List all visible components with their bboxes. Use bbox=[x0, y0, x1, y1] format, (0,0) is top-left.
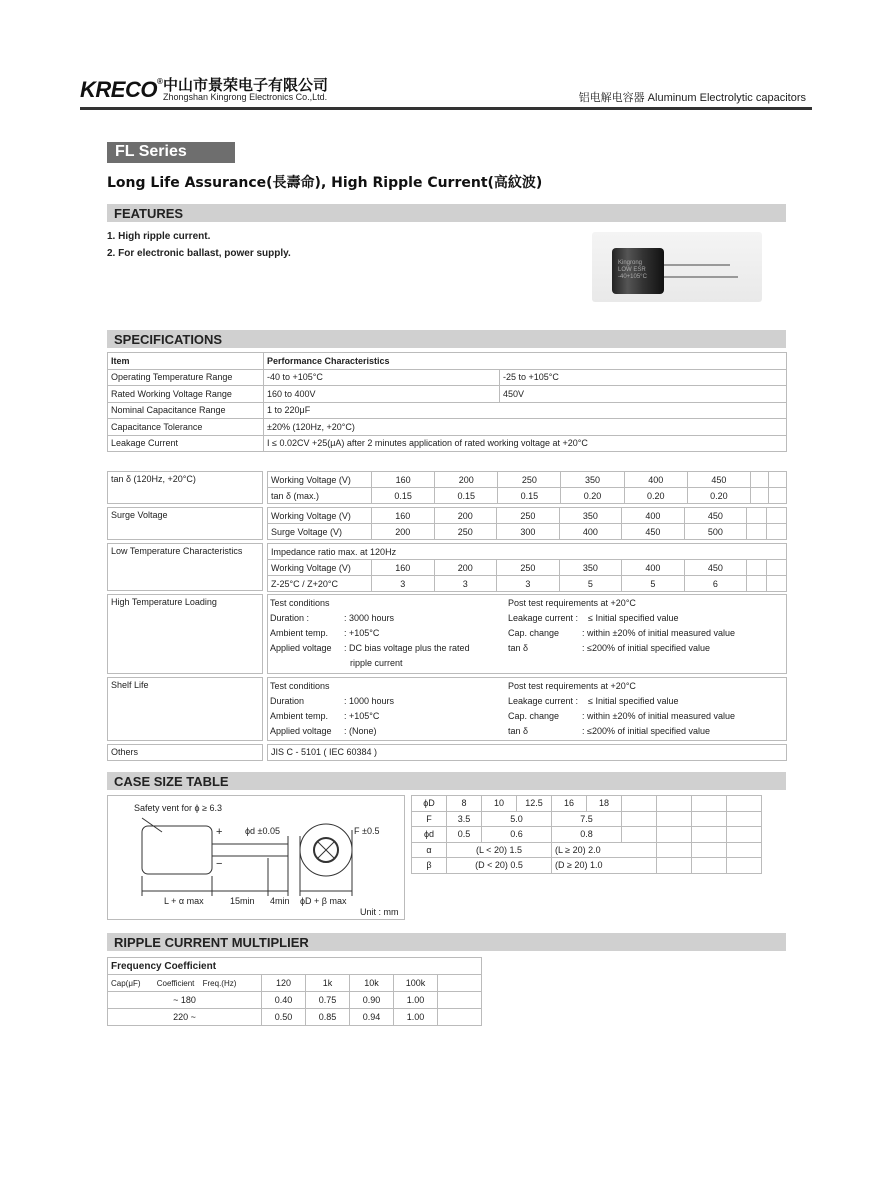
pitch-label: F ±0.5 bbox=[354, 826, 380, 836]
capacitor-photo bbox=[592, 232, 762, 302]
cell bbox=[657, 796, 692, 812]
cell bbox=[727, 796, 762, 812]
spec-label: High Temperature Loading bbox=[107, 594, 263, 674]
company-logo: KRECO® bbox=[80, 77, 163, 102]
cell: 450 bbox=[684, 508, 747, 524]
cell: 0.15 bbox=[498, 488, 561, 504]
cell: 450 bbox=[687, 472, 750, 488]
cell: β bbox=[412, 858, 447, 874]
vent-pointer bbox=[142, 818, 162, 832]
plus-mark: + bbox=[216, 826, 223, 838]
leakage-key: Leakage current : bbox=[508, 613, 579, 623]
cell: 0.20 bbox=[561, 488, 624, 504]
features-heading: FEATURES bbox=[107, 204, 786, 222]
lead-length-label: 15min bbox=[230, 896, 255, 906]
photo-temp: -40+105°C bbox=[618, 274, 647, 280]
cell: 0.8 bbox=[552, 827, 622, 843]
cell bbox=[622, 796, 657, 812]
spec-value: JIS C - 5101 ( IEC 60384 ) bbox=[267, 744, 787, 761]
applied-key: Applied voltage bbox=[270, 726, 332, 736]
leakage-value: ≤ Initial specified value bbox=[588, 696, 679, 706]
length-label: L + α max bbox=[164, 896, 204, 906]
cell bbox=[747, 560, 767, 576]
cell: 450 bbox=[684, 560, 747, 576]
cell: 400 bbox=[624, 472, 687, 488]
table-row bbox=[268, 488, 787, 504]
case-size-table bbox=[411, 795, 762, 874]
cell bbox=[750, 472, 768, 488]
cell: 160 bbox=[372, 508, 435, 524]
company-name-en: Zhongshan Kingrong Electronics Co.,Ltd. bbox=[163, 92, 328, 102]
cell: 3 bbox=[497, 576, 560, 592]
cell: 400 bbox=[622, 508, 685, 524]
coef-cell: 0.40 bbox=[262, 992, 306, 1009]
table-row bbox=[108, 435, 787, 452]
coef-cell: 0.50 bbox=[262, 1009, 306, 1026]
gap-label: 4min bbox=[270, 896, 290, 906]
case-diagram bbox=[107, 795, 405, 920]
surge-block bbox=[107, 507, 787, 540]
row-label: Working Voltage (V) bbox=[268, 560, 372, 576]
applied-value: : DC bias voltage plus the rated bbox=[344, 643, 470, 653]
cell: 450 bbox=[622, 524, 685, 540]
cell bbox=[767, 508, 787, 524]
coef-cell: 0.90 bbox=[350, 992, 394, 1009]
spec-value: -40 to +105°C bbox=[264, 369, 500, 386]
applied-value-cont: ripple current bbox=[350, 658, 403, 668]
table-row bbox=[108, 975, 482, 992]
unit-label: Unit : mm bbox=[360, 907, 399, 917]
freq-cell: 120 bbox=[262, 975, 306, 992]
cap-header: Cap(μF) bbox=[111, 978, 141, 988]
diameter-label: ϕD + β max bbox=[300, 896, 347, 906]
tand-block bbox=[107, 471, 787, 504]
cell: 400 bbox=[559, 524, 622, 540]
lowtemp-block bbox=[107, 543, 787, 591]
cell: 16 bbox=[552, 796, 587, 812]
spec-label: Rated Working Voltage Range bbox=[108, 386, 264, 403]
row-label: Z-25°C / Z+20°C bbox=[268, 576, 372, 592]
cell bbox=[767, 560, 787, 576]
spec-label: tan δ (120Hz, +20°C) bbox=[107, 471, 263, 504]
item-header: Item bbox=[108, 353, 264, 370]
cell: 250 bbox=[498, 472, 561, 488]
table-row bbox=[412, 827, 762, 843]
spec-value: -25 to +105°C bbox=[500, 369, 787, 386]
photo-type: LOW ESR bbox=[618, 267, 646, 273]
spec-label: Nominal Capacitance Range bbox=[108, 402, 264, 419]
capacitor-lead bbox=[664, 264, 730, 266]
tand-key: tan δ bbox=[508, 726, 529, 736]
table-row bbox=[108, 402, 787, 419]
cell: 0.15 bbox=[435, 488, 498, 504]
cell: 3 bbox=[372, 576, 435, 592]
capchange-key: Cap. change bbox=[508, 628, 560, 638]
coef-cell bbox=[438, 1009, 482, 1026]
freq-cell: 100k bbox=[394, 975, 438, 992]
perf-header: Performance Characteristics bbox=[264, 353, 787, 370]
duration-key: Duration : bbox=[270, 613, 310, 623]
table-row bbox=[108, 369, 787, 386]
cell: ϕD bbox=[412, 796, 447, 812]
spec-label: Surge Voltage bbox=[107, 507, 263, 540]
test-conditions: Test conditions bbox=[270, 681, 330, 691]
cell: 18 bbox=[587, 796, 622, 812]
cell: 7.5 bbox=[552, 811, 622, 827]
cell: α bbox=[412, 842, 447, 858]
spec-value: 160 to 400V bbox=[264, 386, 500, 403]
table-row bbox=[412, 858, 762, 874]
cell: 300 bbox=[497, 524, 560, 540]
test-conditions: Test conditions bbox=[270, 598, 330, 608]
lead-diameter-label: ϕd ±0.05 bbox=[245, 826, 281, 836]
cell: 350 bbox=[561, 472, 624, 488]
ambient-key: Ambient temp. bbox=[270, 628, 329, 638]
cap-cell: ~ 180 bbox=[108, 992, 262, 1009]
cell: 250 bbox=[434, 524, 497, 540]
post-test: Post test requirements at +20°C bbox=[508, 681, 636, 691]
capchange-value: : within ±20% of initial measured value bbox=[582, 711, 736, 721]
duration-value: : 3000 hours bbox=[344, 613, 395, 623]
spec-value: 450V bbox=[500, 386, 787, 403]
freq-cell bbox=[438, 975, 482, 992]
table-row bbox=[108, 353, 787, 370]
hightemp-block bbox=[107, 594, 787, 674]
table-row bbox=[268, 524, 787, 540]
cell: 400 bbox=[622, 560, 685, 576]
cell bbox=[747, 524, 767, 540]
cap-cell: 220 ~ bbox=[108, 1009, 262, 1026]
surge-table bbox=[267, 507, 787, 540]
cell: 250 bbox=[497, 560, 560, 576]
duration-key: Duration bbox=[270, 696, 305, 706]
ambient-value: : +105°C bbox=[344, 711, 380, 721]
coef-cell: 0.75 bbox=[306, 992, 350, 1009]
feature-item: 2. For electronic ballast, power supply. bbox=[107, 248, 291, 259]
table-row bbox=[412, 811, 762, 827]
spec-table-top bbox=[107, 352, 787, 452]
cell: 500 bbox=[684, 524, 747, 540]
row-label: Working Voltage (V) bbox=[268, 472, 372, 488]
spec-value: ±20% (120Hz, +20°C) bbox=[264, 419, 787, 436]
photo-brand: Kingrong bbox=[618, 260, 643, 266]
table-row bbox=[108, 958, 482, 975]
cell: 6 bbox=[684, 576, 747, 592]
cell bbox=[768, 472, 786, 488]
ambient-value: : +105°C bbox=[344, 628, 380, 638]
spec-value: I ≤ 0.02CV +25(μA) after 2 minutes application of rated working voltage at +20°C bbox=[264, 435, 787, 452]
series-subtitle: Long Life Assurance(長壽命), High Ripple Current(高紋波) bbox=[107, 175, 543, 191]
minus-mark: − bbox=[216, 858, 223, 870]
cell bbox=[747, 508, 767, 524]
table-row bbox=[412, 842, 762, 858]
product-line: 铝电解电容器 Aluminum Electrolytic capacitors bbox=[578, 92, 806, 104]
cell: 0.15 bbox=[372, 488, 435, 504]
row-label: tan δ (max.) bbox=[268, 488, 372, 504]
cell: 3 bbox=[434, 576, 497, 592]
cell: 200 bbox=[372, 524, 435, 540]
spec-label: Leakage Current bbox=[108, 435, 264, 452]
tand-table bbox=[267, 471, 787, 504]
cell: (L ≥ 20) 2.0 bbox=[552, 842, 657, 858]
coef-cell: 1.00 bbox=[394, 992, 438, 1009]
duration-value: : 1000 hours bbox=[344, 696, 395, 706]
capacitor-lead bbox=[664, 276, 738, 278]
applied-value: : (None) bbox=[344, 726, 377, 736]
spec-label: Shelf Life bbox=[107, 677, 263, 741]
freq-header: Freq.(Hz) bbox=[202, 978, 237, 988]
ripple-table bbox=[107, 957, 482, 1026]
capacitor-outline bbox=[142, 826, 212, 874]
header-divider bbox=[80, 107, 812, 110]
spec-label: Others bbox=[107, 744, 263, 761]
table-row bbox=[268, 544, 787, 560]
cell: 160 bbox=[372, 472, 435, 488]
header-diagonal-cell bbox=[108, 975, 262, 992]
table-row bbox=[268, 508, 787, 524]
table-row bbox=[108, 1009, 482, 1026]
cell: 250 bbox=[497, 508, 560, 524]
vent-label: Safety vent for ϕ ≥ 6.3 bbox=[134, 803, 223, 813]
coef-cell: 0.94 bbox=[350, 1009, 394, 1026]
cell: 10 bbox=[482, 796, 517, 812]
table-row bbox=[108, 992, 482, 1009]
cell bbox=[767, 576, 787, 592]
dimension-drawing bbox=[108, 796, 406, 921]
spec-value: 1 to 220μF bbox=[264, 402, 787, 419]
table-row bbox=[412, 796, 762, 812]
cell bbox=[750, 488, 768, 504]
cell: 5.0 bbox=[482, 811, 552, 827]
cell: 200 bbox=[435, 472, 498, 488]
cell: 8 bbox=[447, 796, 482, 812]
cell: 350 bbox=[559, 508, 622, 524]
freq-cell: 1k bbox=[306, 975, 350, 992]
capacitor-body bbox=[612, 248, 664, 294]
others-block bbox=[107, 744, 787, 761]
cell: F bbox=[412, 811, 447, 827]
table-row bbox=[268, 472, 787, 488]
cell: 0.6 bbox=[482, 827, 552, 843]
tand-value: : ≤200% of initial specified value bbox=[582, 643, 711, 653]
shelf-block bbox=[107, 677, 787, 741]
coef-header: Coefficient bbox=[156, 978, 195, 988]
table-row bbox=[268, 560, 787, 576]
cell: 0.20 bbox=[687, 488, 750, 504]
capchange-value: : within ±20% of initial measured value bbox=[582, 628, 736, 638]
tand-value: : ≤200% of initial specified value bbox=[582, 726, 711, 736]
cell: (D ≥ 20) 1.0 bbox=[552, 858, 657, 874]
coef-cell: 0.85 bbox=[306, 1009, 350, 1026]
leakage-value: ≤ Initial specified value bbox=[588, 613, 679, 623]
cell: 12.5 bbox=[517, 796, 552, 812]
cell: (D < 20) 0.5 bbox=[447, 858, 552, 874]
row-label: Surge Voltage (V) bbox=[268, 524, 372, 540]
leakage-key: Leakage current : bbox=[508, 696, 579, 706]
ambient-key: Ambient temp. bbox=[270, 711, 329, 721]
cell: 5 bbox=[559, 576, 622, 592]
series-title: FL Series bbox=[107, 142, 235, 163]
cell: (L < 20) 1.5 bbox=[447, 842, 552, 858]
lowtemp-table bbox=[267, 543, 787, 592]
ripple-table-title: Frequency Coefficient bbox=[108, 958, 482, 975]
shelf-content bbox=[267, 677, 787, 741]
coef-cell: 1.00 bbox=[394, 1009, 438, 1026]
table-row bbox=[108, 386, 787, 403]
cell: 0.20 bbox=[624, 488, 687, 504]
spec-label: Low Temperature Characteristics bbox=[107, 543, 263, 591]
cell bbox=[767, 524, 787, 540]
company-name-cn: 中山市景荣电子有限公司 bbox=[163, 76, 329, 94]
lowtemp-title: Impedance ratio max. at 120Hz bbox=[268, 544, 787, 560]
row-label: Working Voltage (V) bbox=[268, 508, 372, 524]
cell: 160 bbox=[372, 560, 435, 576]
cell: 3.5 bbox=[447, 811, 482, 827]
cell bbox=[747, 576, 767, 592]
cell: ϕd bbox=[412, 827, 447, 843]
table-row bbox=[108, 419, 787, 436]
cell: 5 bbox=[622, 576, 685, 592]
cell: 0.5 bbox=[447, 827, 482, 843]
cell: 200 bbox=[434, 508, 497, 524]
spec-label: Operating Temperature Range bbox=[108, 369, 264, 386]
cell bbox=[768, 488, 786, 504]
capchange-key: Cap. change bbox=[508, 711, 560, 721]
table-row bbox=[268, 576, 787, 592]
spec-label: Capacitance Tolerance bbox=[108, 419, 264, 436]
hightemp-content bbox=[267, 594, 787, 674]
cell: 200 bbox=[434, 560, 497, 576]
specifications-heading: SPECIFICATIONS bbox=[107, 330, 786, 348]
cell bbox=[692, 796, 727, 812]
case-size-heading: CASE SIZE TABLE bbox=[107, 772, 786, 790]
post-test: Post test requirements at +20°C bbox=[508, 598, 636, 608]
cell: 350 bbox=[559, 560, 622, 576]
applied-key: Applied voltage bbox=[270, 643, 332, 653]
feature-item: 1. High ripple current. bbox=[107, 231, 211, 242]
freq-cell: 10k bbox=[350, 975, 394, 992]
coef-cell bbox=[438, 992, 482, 1009]
ripple-heading: RIPPLE CURRENT MULTIPLIER bbox=[107, 933, 786, 951]
tand-key: tan δ bbox=[508, 643, 529, 653]
